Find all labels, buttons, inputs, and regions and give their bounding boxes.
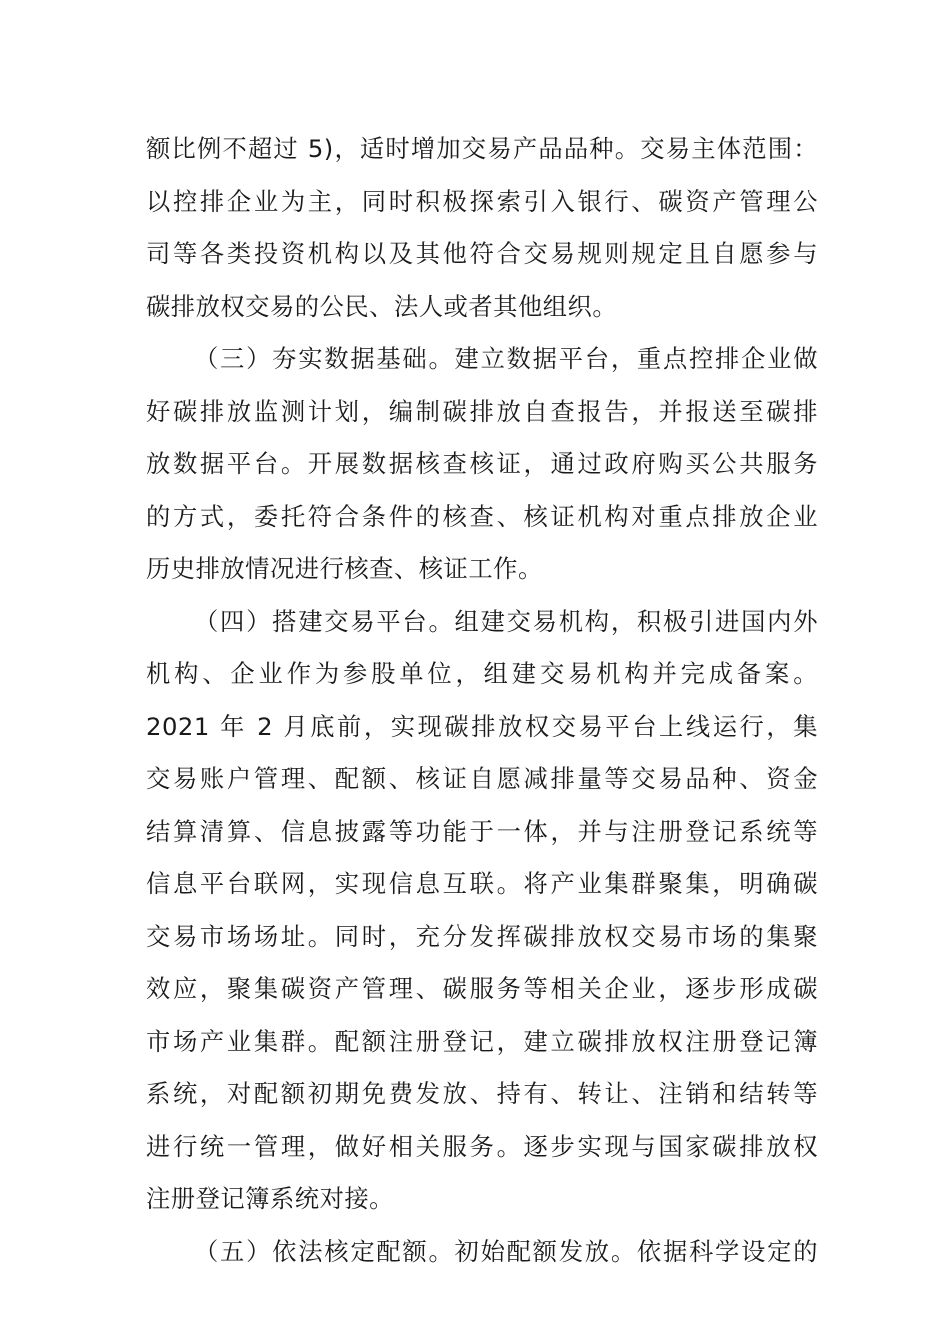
paragraph-quota-allocation	[146, 1226, 818, 1279]
text-line: 机构、企业作为参股单位，组建交易机构并完成备案。	[146, 659, 818, 688]
paragraph-data-foundation	[146, 333, 818, 596]
text-line: 2021 年 2 月底前，实现碳排放权交易平台上线运行，集	[146, 711, 818, 741]
text-line: （三）夯实数据基础。建立数据平台，重点控排企业做	[194, 344, 818, 373]
paragraph-trading-platform	[146, 596, 818, 1226]
text-line: 额比例不超过 5)，适时增加交易产品品种。交易主体范围：	[146, 134, 818, 163]
document-body	[146, 123, 818, 1278]
text-line: 系统，对配额初期免费发放、持有、转让、注销和结转等	[146, 1079, 818, 1108]
text-line: 好碳排放监测计划，编制碳排放自查报告，并报送至碳排	[146, 396, 818, 426]
text-line: 的方式，委托符合条件的核查、核证机构对重点排放企业	[146, 501, 818, 531]
paragraph-trading-scope	[146, 123, 818, 333]
text-line: （五）依法核定配额。初始配额发放。依据科学设定的	[194, 1236, 818, 1266]
text-line: 市场产业集群。配额注册登记，建立碳排放权注册登记簿	[146, 1026, 818, 1056]
text-line: 结算清算、信息披露等功能于一体，并与注册登记系统等	[146, 816, 818, 846]
text-line: 交易市场场址。同时，充分发挥碳排放权交易市场的集聚	[146, 921, 818, 951]
text-line: 效应，聚集碳资产管理、碳服务等相关企业，逐步形成碳	[146, 974, 818, 1003]
text-line: 碳排放权交易的公民、法人或者其他组织。	[146, 291, 618, 321]
text-line: 交易账户管理、配额、核证自愿减排量等交易品种、资金	[146, 764, 818, 793]
text-line: （四）搭建交易平台。组建交易机构，积极引进国内外	[194, 606, 818, 636]
text-line: 司等各类投资机构以及其他符合交易规则规定且自愿参与	[146, 239, 818, 268]
text-line: 注册登记簿系统对接。	[146, 1184, 394, 1213]
text-line: 进行统一管理，做好相关服务。逐步实现与国家碳排放权	[146, 1131, 818, 1161]
text-line: 信息平台联网，实现信息互联。将产业集群聚集，明确碳	[146, 869, 818, 898]
text-line: 以控排企业为主，同时积极探索引入银行、碳资产管理公	[146, 186, 818, 216]
text-line: 放数据平台。开展数据核查核证，通过政府购买公共服务	[146, 449, 818, 478]
text-line: 历史排放情况进行核查、核证工作。	[146, 554, 543, 583]
